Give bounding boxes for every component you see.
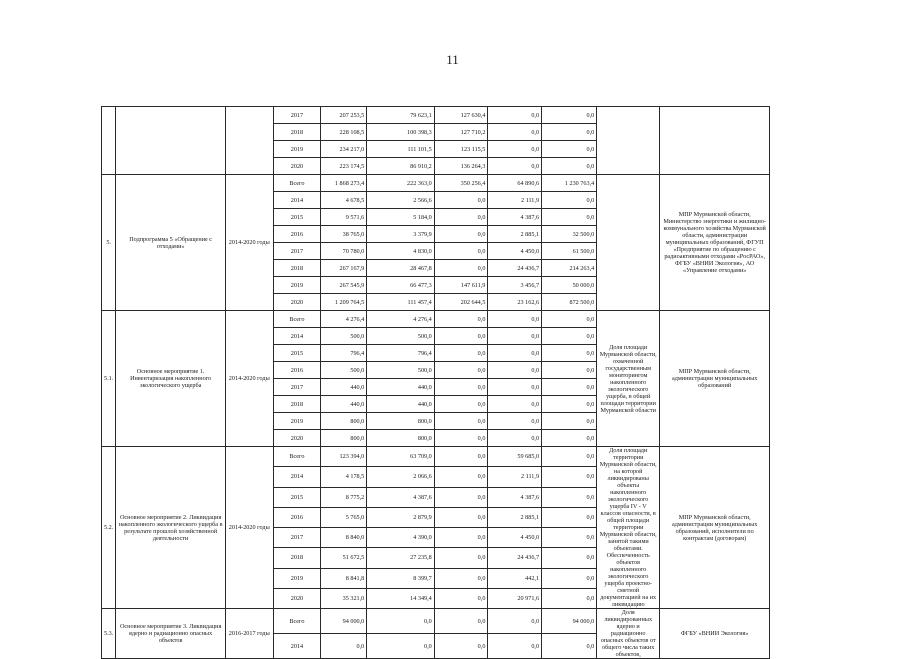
value-cell: 0,0	[434, 260, 488, 277]
value-cell: 24 436,7	[488, 548, 542, 568]
value-cell: 8 399,7	[367, 568, 435, 588]
section-responsible: МПР Мурманской области, администрации муниципальных образований	[660, 311, 770, 447]
value-cell: 0,0	[488, 379, 542, 396]
value-cell: 0,0	[434, 548, 488, 568]
year-cell: 2017	[273, 243, 321, 260]
value-cell: 0,0	[488, 124, 542, 141]
value-cell: 0,0	[488, 328, 542, 345]
value-cell: 1 230 763,4	[542, 175, 597, 192]
value-cell: 111 457,4	[367, 294, 435, 311]
value-cell: 4 830,0	[367, 243, 435, 260]
value-cell: 59 685,0	[488, 447, 542, 467]
value-cell: 0,0	[434, 467, 488, 487]
value-cell: 0,0	[542, 311, 597, 328]
year-cell: 2019	[273, 568, 321, 588]
value-cell: 4 450,0	[488, 528, 542, 548]
value-cell: 0,0	[542, 487, 597, 507]
value-cell: 0,0	[434, 568, 488, 588]
section-number: 5.3.	[102, 609, 116, 659]
table-row	[102, 609, 905, 634]
value-cell: 0,0	[542, 634, 597, 659]
year-cell: 2017	[273, 379, 321, 396]
value-cell: 223 174,5	[321, 158, 367, 175]
value-cell: 500,0	[321, 362, 367, 379]
section-number: 5.1.	[102, 311, 116, 447]
value-cell: 61 500,0	[542, 243, 597, 260]
year-cell: 2020	[273, 294, 321, 311]
year-cell: 2014	[273, 634, 321, 659]
value-cell: 24 436,7	[488, 260, 542, 277]
value-cell: 440,0	[321, 379, 367, 396]
value-cell: 796,4	[367, 345, 435, 362]
table-row	[102, 447, 905, 467]
value-cell: 70 780,0	[321, 243, 367, 260]
value-cell: 4 178,5	[321, 467, 367, 487]
value-cell: 4 450,0	[488, 243, 542, 260]
value-cell: 1 209 764,5	[321, 294, 367, 311]
value-cell: 127 710,2	[434, 124, 488, 141]
section-name: Подпрограмма 5 «Обращение с отходами»	[116, 175, 226, 311]
value-cell: 0,0	[434, 528, 488, 548]
value-cell: 0,0	[488, 430, 542, 447]
value-cell: 0,0	[542, 396, 597, 413]
value-cell: 27 235,8	[367, 548, 435, 568]
value-cell: 267 545,9	[321, 277, 367, 294]
value-cell: 4 387,6	[488, 209, 542, 226]
year-cell: 2016	[273, 507, 321, 527]
value-cell: 500,0	[321, 328, 367, 345]
name-cell	[116, 107, 226, 175]
value-cell: 0,0	[488, 634, 542, 659]
value-cell: 38 765,0	[321, 226, 367, 243]
value-cell: 35 321,0	[321, 588, 367, 608]
value-cell: 0,0	[542, 345, 597, 362]
value-cell: 222 363,0	[367, 175, 435, 192]
value-cell: 28 467,8	[367, 260, 435, 277]
value-cell: 94 000,0	[321, 609, 367, 634]
budget-table	[101, 106, 905, 659]
value-cell: 50 000,0	[542, 277, 597, 294]
value-cell: 0,0	[542, 507, 597, 527]
value-cell: 0,0	[542, 430, 597, 447]
value-cell: 872 500,0	[542, 294, 597, 311]
year-cell: 2019	[273, 277, 321, 294]
value-cell: 0,0	[434, 379, 488, 396]
value-cell: 5 184,0	[367, 209, 435, 226]
table-row	[102, 311, 905, 328]
year-cell: 2020	[273, 158, 321, 175]
value-cell: 136 264,3	[434, 158, 488, 175]
value-cell: 0,0	[488, 107, 542, 124]
value-cell: 0,0	[488, 396, 542, 413]
year-cell: 2020	[273, 588, 321, 608]
value-cell: 64 890,6	[488, 175, 542, 192]
section-indicator: Доля площади территории Мурманской области, на которой ликвидированы объекты накопленного экологического ущерба IV - V классов опасности, в общей площади территории Мурманской области, занятой такими объектами. Обеспеченность объектов накопленного экологического ущерба проектно-сметной документацией на их ликвидацию	[597, 447, 660, 609]
section-name: Основное мероприятие 2. Ликвидация накопленного экологического ущерба в результате прошлой хозяйственной деятельности	[116, 447, 226, 609]
value-cell: 0,0	[542, 379, 597, 396]
section-number: 5.	[102, 175, 116, 311]
value-cell: 800,0	[367, 413, 435, 430]
value-cell: 0,0	[434, 345, 488, 362]
value-cell: 0,0	[542, 362, 597, 379]
year-cell: 2018	[273, 548, 321, 568]
value-cell: 3 379,9	[367, 226, 435, 243]
value-cell: 4 276,4	[367, 311, 435, 328]
responsible-cell	[660, 107, 770, 175]
year-cell: 2016	[273, 362, 321, 379]
section-period: 2014-2020 годы	[225, 175, 273, 311]
section-name: Основное мероприятие 1. Инвентаризация накопленного экологического ущерба	[116, 311, 226, 447]
section-indicator: Доля площади Мурманской области, охваченной государственным мониторингом накопленного экологического ущерба, в общей площади территории Мурманской области	[597, 311, 660, 447]
value-cell: 0,0	[434, 243, 488, 260]
year-cell: 2015	[273, 345, 321, 362]
value-cell: 4 678,5	[321, 192, 367, 209]
value-cell: 0,0	[434, 430, 488, 447]
value-cell: 0,0	[542, 447, 597, 467]
year-cell: Всего	[273, 447, 321, 467]
value-cell: 4 276,4	[321, 311, 367, 328]
year-cell: 2017	[273, 528, 321, 548]
value-cell: 796,4	[321, 345, 367, 362]
value-cell: 4 387,6	[367, 487, 435, 507]
year-cell: 2018	[273, 124, 321, 141]
year-cell: 2015	[273, 487, 321, 507]
value-cell: 63 709,0	[367, 447, 435, 467]
value-cell: 440,0	[367, 396, 435, 413]
value-cell: 0,0	[434, 507, 488, 527]
year-cell: 2017	[273, 107, 321, 124]
value-cell: 350 256,4	[434, 175, 488, 192]
value-cell: 123 394,0	[321, 447, 367, 467]
value-cell: 214 263,4	[542, 260, 597, 277]
value-cell: 0,0	[434, 328, 488, 345]
value-cell: 4 390,0	[367, 528, 435, 548]
value-cell: 0,0	[488, 413, 542, 430]
section-number: 5.2.	[102, 447, 116, 609]
value-cell: 0,0	[488, 609, 542, 634]
section-period: 2016-2017 годы	[225, 609, 273, 659]
value-cell: 1 868 273,4	[321, 175, 367, 192]
num-cell	[102, 107, 116, 175]
section-indicator: Доля ликвидированных ядерно и радиационно опасных объектов от общего числа таких объектов,	[597, 609, 660, 659]
value-cell: 440,0	[367, 379, 435, 396]
value-cell: 0,0	[434, 609, 488, 634]
value-cell: 94 000,0	[542, 609, 597, 634]
value-cell: 2 111,9	[488, 467, 542, 487]
year-cell: 2014	[273, 328, 321, 345]
value-cell: 234 217,0	[321, 141, 367, 158]
section-indicator	[597, 175, 660, 311]
section-responsible: МПР Мурманской области, администрации муниципальных образований, исполнители по контрактам (договорам)	[660, 447, 770, 609]
year-cell: 2014	[273, 467, 321, 487]
value-cell: 0,0	[542, 568, 597, 588]
year-cell: 2018	[273, 396, 321, 413]
value-cell: 23 162,6	[488, 294, 542, 311]
value-cell: 207 253,5	[321, 107, 367, 124]
value-cell: 0,0	[434, 413, 488, 430]
value-cell: 0,0	[488, 141, 542, 158]
value-cell: 0,0	[542, 588, 597, 608]
year-cell: 2019	[273, 141, 321, 158]
value-cell: 0,0	[321, 634, 367, 659]
value-cell: 111 101,5	[367, 141, 435, 158]
value-cell: 0,0	[542, 528, 597, 548]
value-cell: 14 349,4	[367, 588, 435, 608]
value-cell: 0,0	[542, 328, 597, 345]
value-cell: 2 885,1	[488, 507, 542, 527]
value-cell: 0,0	[542, 548, 597, 568]
value-cell: 0,0	[434, 362, 488, 379]
section-period: 2014-2020 годы	[225, 311, 273, 447]
page-number: 11	[446, 52, 459, 67]
value-cell: 9 571,6	[321, 209, 367, 226]
value-cell: 440,0	[321, 396, 367, 413]
year-cell: Всего	[273, 609, 321, 634]
value-cell: 0,0	[434, 588, 488, 608]
value-cell: 0,0	[488, 311, 542, 328]
value-cell: 0,0	[488, 345, 542, 362]
year-cell: Всего	[273, 175, 321, 192]
value-cell: 0,0	[542, 141, 597, 158]
value-cell: 0,0	[367, 609, 435, 634]
value-cell: 0,0	[434, 192, 488, 209]
value-cell: 0,0	[542, 107, 597, 124]
value-cell: 0,0	[542, 209, 597, 226]
value-cell: 228 108,5	[321, 124, 367, 141]
value-cell: 0,0	[542, 413, 597, 430]
period-cell	[225, 107, 273, 175]
value-cell: 0,0	[434, 447, 488, 467]
value-cell: 0,0	[434, 634, 488, 659]
value-cell: 2 879,9	[367, 507, 435, 527]
section-responsible: МПР Мурманской области, Министерство энергетики и жилищно-коммунального хозяйства Мурманской области, администрации муниципальных образований, ФГУП «Предприятие по обращению с радиоактивными отходами «РосРАО», ФГБУ «ВНИИ Экология», АО «Управление отходами»	[660, 175, 770, 311]
value-cell: 0,0	[488, 158, 542, 175]
table-row	[102, 175, 905, 192]
value-cell: 123 115,5	[434, 141, 488, 158]
value-cell: 0,0	[542, 158, 597, 175]
value-cell: 500,0	[367, 328, 435, 345]
value-cell: 2 066,6	[367, 467, 435, 487]
value-cell: 3 456,7	[488, 277, 542, 294]
section-responsible: ФГБУ «ВНИИ Экология»	[660, 609, 770, 659]
year-cell: 2018	[273, 260, 321, 277]
value-cell: 202 644,5	[434, 294, 488, 311]
value-cell: 20 971,6	[488, 588, 542, 608]
value-cell: 0,0	[434, 487, 488, 507]
value-cell: 0,0	[434, 226, 488, 243]
value-cell: 500,0	[367, 362, 435, 379]
value-cell: 8 840,0	[321, 528, 367, 548]
year-cell: Всего	[273, 311, 321, 328]
value-cell: 127 630,4	[434, 107, 488, 124]
value-cell: 0,0	[488, 362, 542, 379]
value-cell: 0,0	[542, 124, 597, 141]
year-cell: 2014	[273, 192, 321, 209]
value-cell: 32 500,0	[542, 226, 597, 243]
value-cell: 800,0	[321, 413, 367, 430]
value-cell: 8 841,8	[321, 568, 367, 588]
year-cell: 2015	[273, 209, 321, 226]
value-cell: 147 611,9	[434, 277, 488, 294]
value-cell: 442,1	[488, 568, 542, 588]
value-cell: 0,0	[542, 192, 597, 209]
section-name: Основное мероприятие 3. Ликвидация ядерно и радиационно опасных объектов	[116, 609, 226, 659]
value-cell: 2 885,1	[488, 226, 542, 243]
value-cell: 0,0	[542, 467, 597, 487]
value-cell: 100 398,3	[367, 124, 435, 141]
table-row	[102, 107, 905, 124]
value-cell: 4 387,6	[488, 487, 542, 507]
value-cell: 5 765,0	[321, 507, 367, 527]
value-cell: 0,0	[434, 396, 488, 413]
year-cell: 2016	[273, 226, 321, 243]
value-cell: 51 672,5	[321, 548, 367, 568]
year-cell: 2019	[273, 413, 321, 430]
value-cell: 79 623,1	[367, 107, 435, 124]
section-period: 2014-2020 годы	[225, 447, 273, 609]
value-cell: 2 566,6	[367, 192, 435, 209]
value-cell: 0,0	[367, 634, 435, 659]
value-cell: 0,0	[434, 209, 488, 226]
value-cell: 66 477,3	[367, 277, 435, 294]
year-cell: 2020	[273, 430, 321, 447]
value-cell: 800,0	[321, 430, 367, 447]
value-cell: 267 167,9	[321, 260, 367, 277]
indicator-cell	[597, 107, 660, 175]
value-cell: 0,0	[434, 311, 488, 328]
value-cell: 86 910,2	[367, 158, 435, 175]
value-cell: 8 775,2	[321, 487, 367, 507]
value-cell: 2 111,9	[488, 192, 542, 209]
value-cell: 800,0	[367, 430, 435, 447]
